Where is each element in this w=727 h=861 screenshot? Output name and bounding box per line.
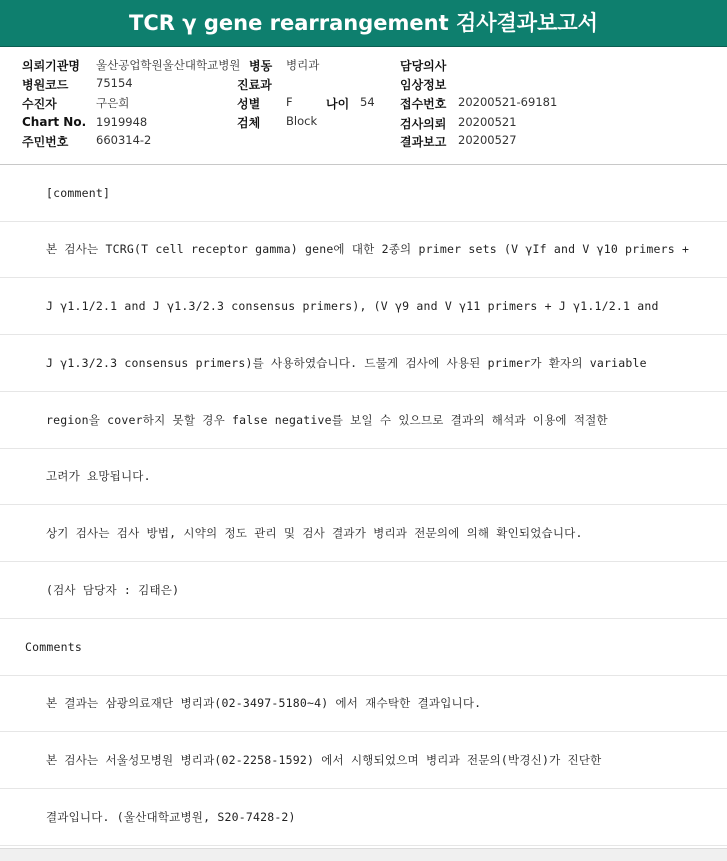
age-label: 나이 [326, 97, 350, 111]
chart-no-value: 1919948 [96, 115, 148, 129]
hospital-code-label: 병원코드 [22, 78, 69, 92]
ward-value: 병리과 [286, 58, 320, 72]
department-label: 진료과 [237, 78, 272, 92]
comment-line: J γ1.3/2.3 consensus primers)를 사용하였습니다. 드물게 검사에 사용된 primer가 환자의 variable [46, 356, 647, 370]
institution-value: 울산공업학원울산대학교병원 [96, 58, 241, 72]
title-bar [0, 0, 727, 47]
specimen-value: Block [286, 114, 318, 128]
chart-no-label: Chart No. [22, 115, 87, 129]
patient-info-header [0, 48, 727, 165]
comment-row [0, 563, 727, 619]
age-value: 54 [360, 95, 375, 109]
patient-label: 수진자 [22, 97, 57, 111]
doctor-label: 담당의사 [400, 59, 447, 73]
comment-row [0, 790, 727, 846]
comment-row [0, 733, 727, 789]
comment-row [0, 620, 727, 676]
comment-line: 본 검사는 서울성모병원 병리과(02-2258-1592) 에서 시행되었으며 병리과 전문의(박경신)가 진단한 [46, 753, 602, 767]
comment-line: J γ1.1/2.1 and J γ1.3/2.3 consensus primers), (V γ9 and V γ11 primers + J γ1.1/2.1 and [46, 299, 659, 313]
sex-label: 성별 [237, 97, 261, 111]
comment-line: 본 검사는 TCRG(T cell receptor gamma) gene에 대한 2종의 primer sets (V γIf and V γ10 primers + [46, 242, 690, 256]
receipt-no-value: 20200521-69181 [458, 95, 558, 109]
comment-row [0, 279, 727, 335]
comment-line: (검사 담당자 : 김태은) [46, 583, 180, 597]
specimen-label: 검체 [237, 116, 261, 130]
report-date-value: 20200527 [458, 133, 517, 147]
comment-row [0, 393, 727, 449]
comment-line: 본 결과는 삼광의료재단 병리과(02-3497-5180~4) 에서 재수탁한 결과입니다. [46, 696, 482, 710]
report-date-label: 결과보고 [400, 135, 447, 149]
hospital-code-value: 75154 [96, 76, 133, 90]
comment-line: [comment] [46, 186, 111, 200]
comment-row [0, 676, 727, 732]
comment-row [0, 166, 727, 222]
receipt-no-label: 접수번호 [400, 97, 447, 111]
rrn-value: 660314-2 [96, 133, 152, 147]
comment-line: region을 cover하지 못할 경우 false negative를 보일 수 있으므로 결과의 해석과 이용에 적절한 [46, 413, 608, 427]
comment-line: 상기 검사는 검사 방법, 시약의 정도 관리 및 검사 결과가 병리과 전문의에 의해 확인되었습니다. [46, 526, 583, 540]
ward-label: 병동 [249, 59, 273, 73]
comment-line: 고려가 요망됩니다. [46, 469, 151, 483]
sex-value: F [286, 95, 293, 109]
comment-row [0, 336, 727, 392]
comment-row [0, 449, 727, 505]
rrn-label: 주민번호 [22, 135, 69, 149]
comment-section [0, 166, 727, 856]
comment-row [0, 506, 727, 562]
report-title: TCR γ gene rearrangement 검사결과보고서 [129, 11, 598, 35]
comments-heading: Comments [25, 640, 82, 654]
clinical-info-label: 임상정보 [400, 78, 447, 92]
request-date-label: 검사의뢰 [400, 117, 447, 131]
comment-line: 결과입니다. (울산대학교병원, S20-7428-2) [46, 810, 296, 824]
request-date-value: 20200521 [458, 115, 517, 129]
bottom-scroll-strip [0, 848, 727, 861]
institution-label: 의뢰기관명 [22, 59, 80, 73]
comment-row [0, 222, 727, 278]
patient-value: 구은희 [96, 96, 130, 110]
